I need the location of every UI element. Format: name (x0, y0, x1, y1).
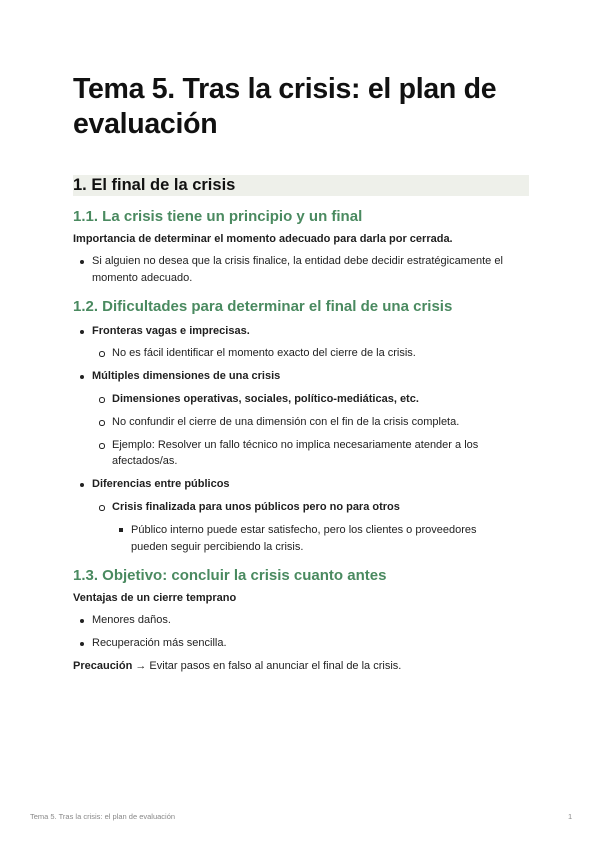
list-item-dimensiones-sub3: Ejemplo: Resolver un fallo técnico no implica necesariamente atender a los (112, 439, 479, 451)
list-item-1-1-a-cont: momento adecuado. (92, 272, 193, 284)
list-item-publicos-sub1: Crisis finalizada para unos públicos pero no para otros (112, 501, 400, 513)
list-item-fronteras: Fronteras vagas e imprecisas. (92, 325, 250, 337)
bullet-icon (80, 642, 84, 646)
section-heading-text: 1. El final de la crisis (73, 176, 236, 194)
subsection-heading-1-2: 1.2. Dificultades para determinar el final de una crisis (73, 298, 453, 315)
bullet-icon (80, 619, 84, 623)
list-item-dimensiones-sub3-cont: afectados/as. (112, 455, 178, 467)
list-item-publicos: Diferencias entre públicos (92, 478, 230, 490)
square-bullet-icon (119, 528, 123, 532)
list-item-publicos-sub1-sub: Público interno puede estar satisfecho, pero los clientes o proveedores (131, 524, 477, 536)
subsection-heading-1-1: 1.1. La crisis tiene un principio y un final (73, 208, 363, 225)
list-item-fronteras-sub: No es fácil identificar el momento exacto del cierre de la crisis. (112, 347, 416, 359)
bullet-icon (80, 330, 84, 334)
footer-title: Tema 5. Tras la crisis: el plan de evaluación (30, 812, 176, 821)
subsection-heading-1-3: 1.3. Objetivo: concluir la crisis cuanto antes (73, 567, 387, 584)
bullet-icon (80, 375, 84, 379)
circle-bullet-icon (99, 397, 105, 403)
circle-bullet-icon (99, 420, 105, 426)
list-item-dimensiones-sub1: Dimensiones operativas, sociales, político-mediáticas, etc. (112, 393, 419, 405)
arrow-right-icon: → (135, 660, 147, 672)
lead-text-1-3: Ventajas de un cierre temprano (73, 592, 237, 604)
precaution-label: Precaución (73, 660, 133, 672)
list-item-dimensiones-sub2: No confundir el cierre de una dimensión con el fin de la crisis completa. (112, 416, 460, 428)
footer-page-number: 1 (568, 812, 573, 821)
list-item-publicos-sub1-sub-cont: pueden seguir percibiendo la crisis. (131, 541, 304, 553)
precaution-text: Evitar pasos en falso al anunciar el final de la crisis. (146, 660, 402, 672)
bullet-icon (80, 260, 84, 264)
circle-bullet-icon (99, 505, 105, 511)
precaution-paragraph (73, 659, 401, 674)
list-item-1-1-a: Si alguien no desea que la crisis finalice, la entidad debe decidir estratégicamente el (92, 255, 503, 267)
bullet-icon (80, 483, 84, 487)
page-title: Tema 5. Tras la crisis: el plan de evaluación (73, 73, 497, 140)
circle-bullet-icon (99, 351, 105, 357)
circle-bullet-icon (99, 443, 105, 449)
list-item-dimensiones: Múltiples dimensiones de una crisis (92, 370, 281, 382)
section-heading-1 (73, 175, 529, 196)
list-item-recuperacion: Recuperación más sencilla. (92, 637, 227, 649)
lead-text-1-1: Importancia de determinar el momento adecuado para darla por cerrada. (73, 233, 453, 245)
list-item-menores-danos: Menores daños. (92, 614, 171, 626)
